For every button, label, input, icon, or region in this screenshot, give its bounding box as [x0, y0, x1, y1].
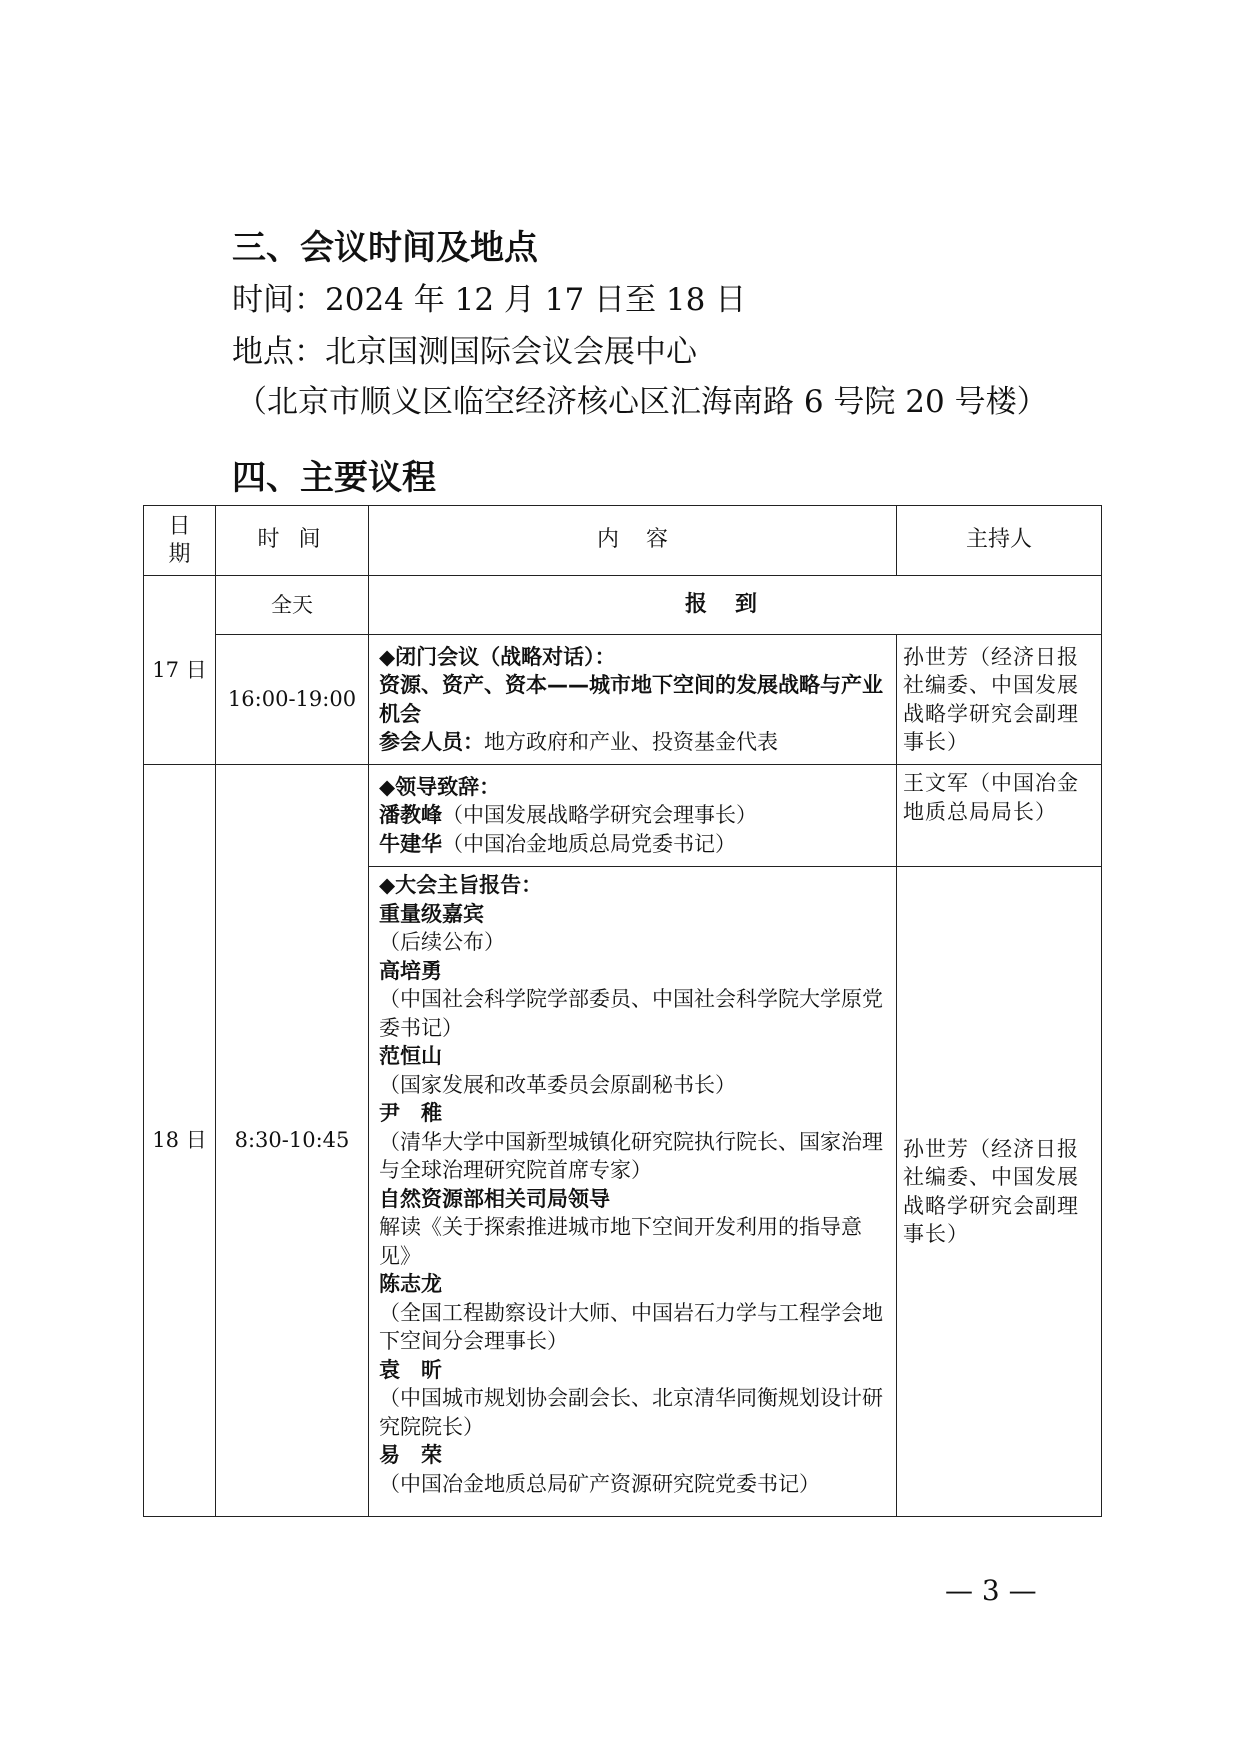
keynote-speaker-title: 解读《关于探索推进城市地下空间开发利用的指导意见》	[379, 1215, 862, 1268]
day17-host: 孙世芳（经济日报社编委、中国发展战略学研究会副理事长）	[897, 635, 1102, 765]
page-number: — 3 —	[945, 1574, 1037, 1607]
day17-registration: 报到	[369, 576, 1102, 635]
day17-date: 17 日	[144, 576, 216, 765]
closed-meeting-heading: ◆闭门会议（战略对话）：	[379, 644, 616, 669]
closed-meeting-participants: 参会人员：地方政府和产业、投资基金代表	[379, 730, 778, 754]
keynote-speaker-name: 易 荣	[379, 1443, 442, 1467]
keynote-speaker-name: 袁 昕	[379, 1357, 442, 1382]
keynote-speaker-title: （中国社会科学院学部委员、中国社会科学院大学原党委书记）	[379, 987, 883, 1040]
day18-time: 8:30-10:45	[216, 765, 369, 1517]
greeting-heading: ◆领导致辞：	[379, 774, 501, 799]
table-row	[144, 635, 1102, 765]
day18-keynote-host: 孙世芳（经济日报社编委、中国发展战略学研究会副理事长）	[897, 867, 1102, 1517]
keynote-speaker-name: 高培勇	[379, 958, 442, 983]
agenda-table	[143, 505, 1102, 1517]
keynote-speaker-title: （清华大学中国新型城镇化研究院执行院长、国家治理与全球治理研究院首席专家）	[379, 1129, 883, 1182]
greeting-speaker: 潘教峰（中国发展战略学研究会理事长）	[379, 803, 757, 828]
closed-meeting-topic: 资源、资产、资本——城市地下空间的发展战略与产业机会	[379, 673, 883, 726]
header-time: 时 间	[216, 506, 369, 576]
section-title-meeting-time-place: 三、会议时间及地点	[232, 228, 538, 268]
meeting-time: 时间：2024 年 12 月 17 日至 18 日	[232, 282, 747, 318]
day18-date: 18 日	[144, 765, 216, 1517]
day18-greeting	[369, 765, 897, 867]
keynote-speaker-name: 重量级嘉宾	[379, 901, 484, 926]
keynote-speaker-title: （中国冶金地质总局矿产资源研究院党委书记）	[379, 1471, 820, 1496]
keynote-speaker-title: （国家发展和改革委员会原副秘书长）	[379, 1072, 736, 1097]
greeting-speaker: 牛建华（中国冶金地质总局党委书记）	[379, 831, 736, 856]
table-header-row	[144, 506, 1102, 576]
keynote-heading: ◆大会主旨报告：	[379, 873, 543, 897]
keynote-speaker-name: 自然资源部相关司局领导	[379, 1186, 610, 1211]
keynote-speaker-name: 尹 稚	[379, 1101, 442, 1125]
keynote-speaker-title: （中国城市规划协会副会长、北京清华同衡规划设计研究院院长）	[379, 1386, 883, 1439]
day18-keynote	[369, 867, 897, 1517]
day17-closed-meeting-time: 16:00-19:00	[216, 635, 369, 765]
header-content: 内 容	[369, 506, 897, 576]
keynote-speaker-name: 陈志龙	[379, 1272, 442, 1296]
table-row	[144, 765, 1102, 867]
header-host: 主持人	[897, 506, 1102, 576]
section-title-agenda: 四、主要议程	[232, 458, 436, 498]
table-row	[144, 576, 1102, 635]
header-date: 日 期	[144, 506, 216, 576]
keynote-speaker-title: （后续公布）	[379, 930, 505, 954]
meeting-place: 地点：北京国测国际会议会展中心	[232, 334, 697, 370]
keynote-speaker-title: （全国工程勘察设计大师、中国岩石力学与工程学会地下空间分会理事长）	[379, 1300, 883, 1353]
keynote-speaker-name: 范恒山	[379, 1044, 442, 1068]
day17-closed-meeting	[369, 635, 897, 765]
meeting-address: （北京市顺义区临空经济核心区汇海南路 6 号院 20 号楼）	[236, 384, 1048, 420]
day18-greeting-host: 王文军（中国冶金地质总局局长）	[897, 765, 1102, 867]
day17-registration-time: 全天	[216, 576, 369, 635]
